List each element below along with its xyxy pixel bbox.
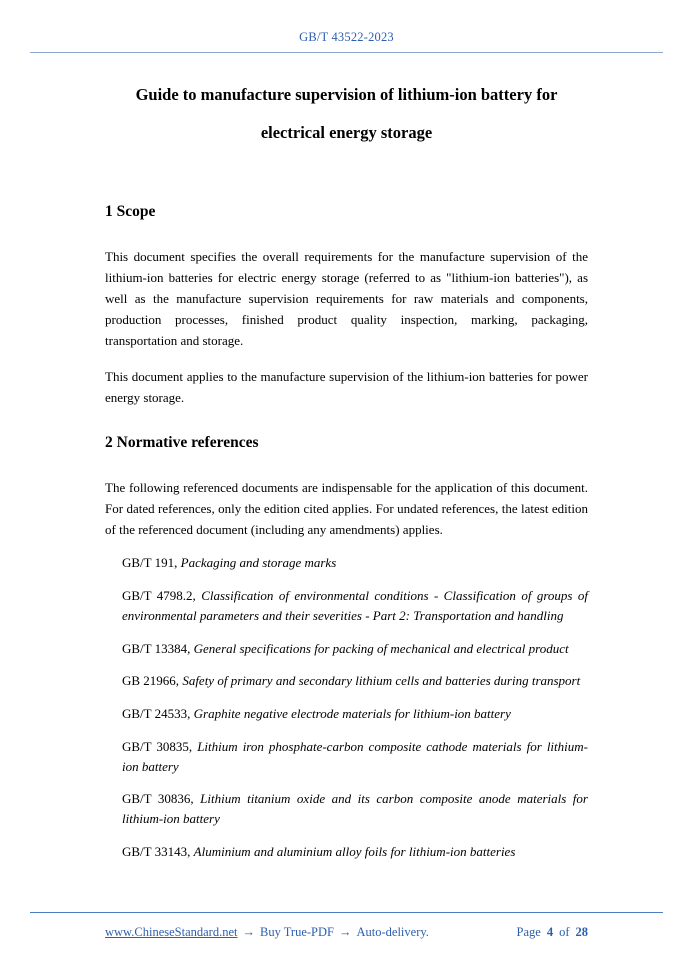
reference-item <box>122 671 588 691</box>
footer-left <box>105 925 429 940</box>
reference-item <box>122 553 588 573</box>
reference-code: GB 21966, <box>122 673 183 689</box>
document-title <box>105 87 588 141</box>
reference-item <box>122 789 588 829</box>
reference-item <box>122 737 588 777</box>
reference-title: General specifications for packing of mechanical and electrical product <box>193 640 569 656</box>
reference-title: Aluminium and aluminium alloy foils for lithium-ion batteries <box>193 843 516 859</box>
section-heading-scope: 1 Scope <box>105 203 156 220</box>
reference-code: GB/T 30836, <box>122 791 201 807</box>
scope-paragraph-1: This document specifies the overall requirements for the manufacture supervision of the lithium-ion batteries for electric energy storage (referred to as "lithium-ion batteries"), as well as the manufacture supervision requirements for raw materials and components, production processes, finished product quality inspection, marking, packaging, transportation and storage. <box>105 249 588 349</box>
reference-item <box>122 639 588 659</box>
reference-code: GB/T 191, <box>122 555 181 571</box>
page-footer <box>30 912 663 940</box>
scope-paragraph-2: This document applies to the manufacture supervision of the lithium-ion batteries for power energy storage. <box>105 369 588 406</box>
arrow-icon: → <box>339 925 352 939</box>
reference-title: Graphite negative electrode materials for lithium-ion battery <box>193 706 511 722</box>
standard-number: GB/T 43522-2023 <box>299 30 394 44</box>
page-label: Page <box>516 925 541 939</box>
reference-title: Classification of environmental conditions - Classification of groups of environmental parameters and their severities - Part 2: Transportation and handling <box>122 588 588 623</box>
reference-title: Lithium titanium oxide and its carbon composite anode materials for lithium-ion battery <box>122 791 588 827</box>
document-title-line2: electrical energy storage <box>260 122 433 142</box>
reference-code: GB/T 33143, <box>122 843 194 859</box>
document-title-line1: Guide to manufacture supervision of lithium-ion battery for <box>135 85 558 104</box>
page-indicator <box>517 925 588 940</box>
reference-item <box>122 704 588 724</box>
reference-item <box>122 842 588 862</box>
footer-divider <box>30 912 663 913</box>
arrow-icon: → <box>242 925 255 939</box>
reference-list <box>105 553 588 861</box>
reference-code: GB/T 13384, <box>122 640 194 656</box>
reference-code: GB/T 24533, <box>122 706 194 722</box>
of-label: of <box>559 925 570 939</box>
page-header <box>0 0 693 53</box>
reference-title: Safety of primary and secondary lithium cells and batteries during transport <box>182 673 581 689</box>
auto-delivery-text: Auto-delivery. <box>356 925 429 939</box>
reference-title: Packaging and storage marks <box>180 555 337 571</box>
current-page-number: 4 <box>546 925 554 939</box>
reference-code: GB/T 30835, <box>122 738 198 754</box>
reference-title: Lithium iron phosphate-carbon composite cathode materials for lithium-ion battery <box>122 738 588 774</box>
chinesestandard-link[interactable]: www.ChineseStandard.net <box>105 925 238 939</box>
reference-code: GB/T 4798.2, <box>122 588 202 604</box>
normative-references-intro: The following referenced documents are indispensable for the application of this document. For dated references, only the edition cited applies. For undated references, the latest edition of the referenced document (including any amendments) applies. <box>105 480 588 538</box>
reference-item <box>122 586 588 626</box>
header-divider <box>30 52 663 53</box>
buy-true-pdf-text: Buy True-PDF <box>260 925 334 939</box>
total-page-number: 28 <box>575 925 588 939</box>
document-content <box>0 87 693 862</box>
section-heading-normative-references: 2 Normative references <box>105 434 259 452</box>
